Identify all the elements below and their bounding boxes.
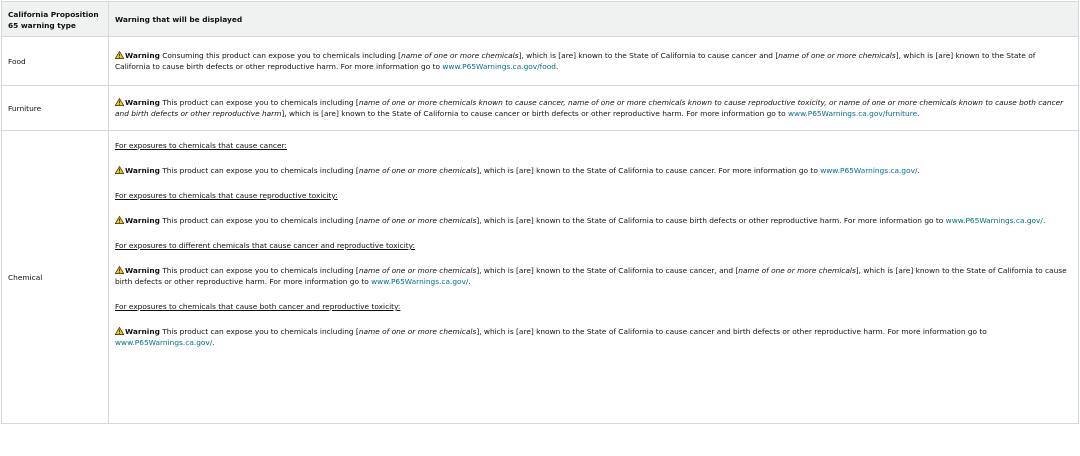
chemical-placeholder: name of one or more chemicals	[778, 51, 896, 60]
p65-link[interactable]: www.P65Warnings.ca.gov/	[115, 338, 213, 347]
warning-body: .	[1042, 216, 1046, 225]
warning-body: This product can expose you to chemicals including [	[159, 327, 359, 336]
chemical-placeholder: name of one or more chemicals	[738, 266, 856, 275]
warning-body: .	[917, 166, 920, 175]
warning-text-chemical	[109, 131, 1079, 424]
chemical-placeholder: name of one or more chemicals	[358, 216, 477, 225]
warning-reproductive	[115, 215, 1072, 226]
warning-triangle-icon	[115, 266, 124, 274]
warning-cancer	[115, 165, 1072, 176]
warning-body: .	[917, 109, 920, 118]
header-warning-type: California Proposition 65 warning type	[2, 2, 109, 37]
warning-label: Warning	[125, 51, 160, 60]
warning-text-furniture	[109, 86, 1079, 131]
warning-triangle-icon	[115, 216, 124, 224]
warning-body: ], which is [are] known to the State of California to cause cancer or birth defects or other reproductive harm. For more information go to	[281, 109, 788, 118]
warning-body: This product can expose you to chemicals including [	[159, 166, 359, 175]
warning-label: Warning	[125, 266, 160, 275]
subheading-reproductive: For exposures to chemicals that cause reproductive toxicity:	[115, 191, 338, 200]
warning-label: Warning	[125, 327, 160, 336]
table-header-row	[2, 2, 1079, 37]
warning-text-food	[109, 37, 1079, 86]
warning-body: ], which is [are] known to the State of California to cause birth defects or other reproductive harm. For more information go to	[115, 51, 1036, 71]
p65-link[interactable]: www.P65Warnings.ca.gov/	[820, 166, 918, 175]
warning-triangle-icon	[115, 98, 124, 106]
warning-body: ], which is [are] known to the State of California to cause birth defects or other reproductive harm. For more information go to	[476, 216, 946, 225]
warning-body: ], which is [are] known to the State of California to cause cancer, and [	[476, 266, 739, 275]
chemical-placeholder: name of one or more chemicals	[358, 266, 477, 275]
prop65-warning-table	[1, 1, 1079, 424]
p65-link[interactable]: www.P65Warnings.ca.gov/	[371, 277, 469, 286]
p65-link[interactable]: www.P65Warnings.ca.gov/	[945, 216, 1043, 225]
warning-body: ], which is [are] known to the State of California to cause birth defects or other reproductive harm. For more information go to	[115, 266, 1067, 286]
header-warning-displayed: Warning that will be displayed	[109, 2, 1079, 37]
table-row	[2, 37, 1079, 86]
warning-label: Warning	[125, 166, 160, 175]
warning-body: This product can expose you to chemicals including [	[159, 216, 359, 225]
warning-type-food: Food	[2, 37, 109, 86]
subheading-cancer: For exposures to chemicals that cause cancer:	[115, 141, 287, 150]
table-row	[2, 86, 1079, 131]
subheading-different: For exposures to different chemicals that cause cancer and reproductive toxicity:	[115, 241, 415, 250]
warning-body: Consuming this product can expose you to chemicals including [	[159, 51, 402, 60]
p65-furniture-link[interactable]: www.P65Warnings.ca.gov/furniture	[787, 109, 918, 118]
warning-body: ], which is [are] known to the State of California to cause cancer. For more information go to	[476, 166, 821, 175]
warning-triangle-icon	[115, 166, 124, 174]
warning-both	[115, 326, 1072, 348]
subheading-both: For exposures to chemicals that cause both cancer and reproductive toxicity:	[115, 302, 401, 311]
chemical-placeholder: name of one or more chemicals	[358, 327, 477, 336]
warning-triangle-icon	[115, 51, 124, 59]
warning-body: ], which is [are] known to the State of California to cause cancer and [	[518, 51, 779, 60]
chemical-placeholder: name of one or more chemicals known to cause cancer, name of one or more chemicals known to cause reproductive toxicity, or name of one or more chemicals known to cause both cancer and birth defects or other reproductive harm	[115, 98, 1064, 118]
p65-food-link[interactable]: www.P65Warnings.ca.gov/food	[442, 62, 556, 71]
warning-label: Warning	[125, 216, 160, 225]
warning-body: This product can expose you to chemicals including [	[159, 266, 359, 275]
warning-triangle-icon	[115, 327, 124, 335]
chemical-placeholder: name of one or more chemicals	[358, 166, 477, 175]
warning-type-furniture: Furniture	[2, 86, 109, 131]
warning-body: .	[555, 62, 559, 71]
warning-body: .	[468, 277, 471, 286]
warning-different	[115, 265, 1072, 287]
warning-label: Warning	[125, 98, 160, 107]
warning-body: ], which is [are] known to the State of California to cause cancer and birth defects or other reproductive harm. For more information go to	[476, 327, 987, 336]
table-row	[2, 131, 1079, 424]
warning-body: This product can expose you to chemicals including [	[159, 98, 359, 107]
warning-type-chemical: Chemical	[2, 131, 109, 424]
warning-body: .	[212, 338, 215, 347]
chemical-placeholder: name of one or more chemicals	[401, 51, 519, 60]
